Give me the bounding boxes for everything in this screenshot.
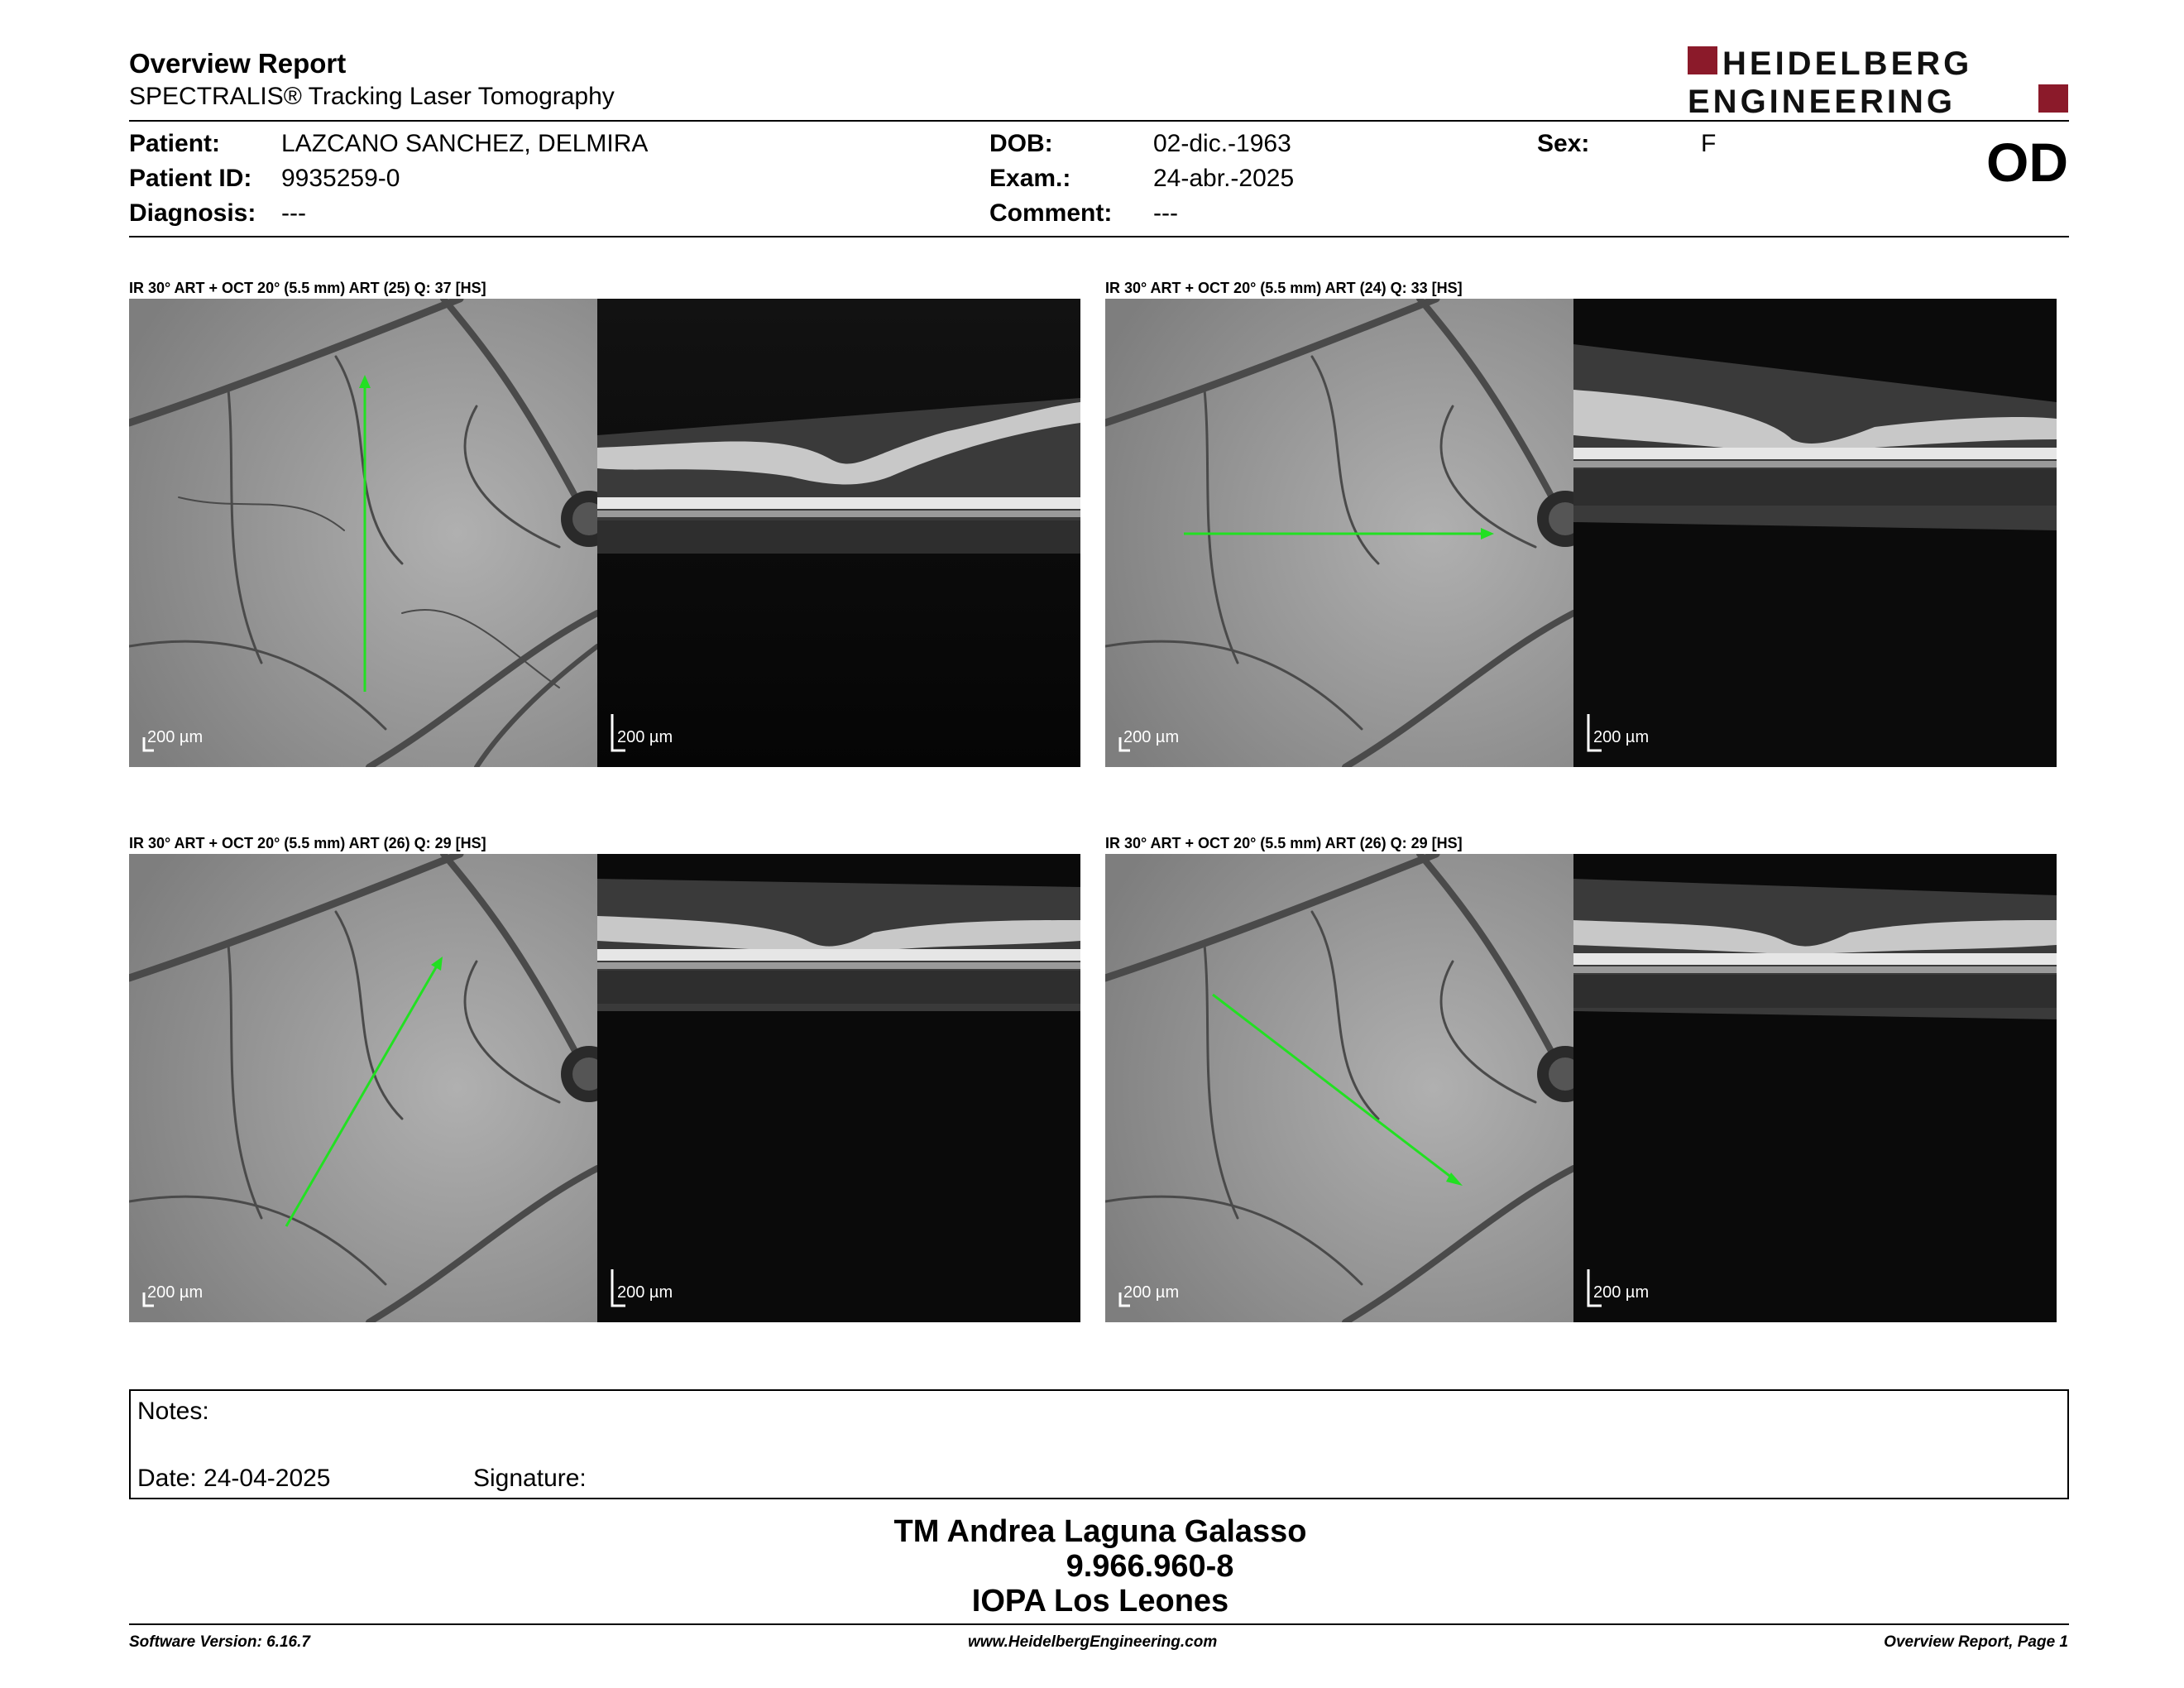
footer-divider xyxy=(129,1623,2069,1625)
report-subtitle: SPECTRALIS® Tracking Laser Tomography xyxy=(129,83,615,110)
scan-panel xyxy=(1105,854,2057,1322)
notes-label: Notes: xyxy=(137,1398,209,1425)
panel-caption: IR 30° ART + OCT 20° (5.5 mm) ART (25) Q: 37 [HS] xyxy=(129,280,486,296)
exam-label: Exam.: xyxy=(989,165,1071,192)
website-link[interactable]: www.HeidelbergEngineering.com xyxy=(968,1633,1218,1651)
patient-id-label: Patient ID: xyxy=(129,165,252,192)
sex-value: F xyxy=(1701,130,1717,157)
comment-value: --- xyxy=(1153,199,1178,227)
panel-caption: IR 30° ART + OCT 20° (5.5 mm) ART (26) Q: 29 [HS] xyxy=(129,835,486,851)
page-number: Overview Report, Page 1 xyxy=(1884,1633,2068,1651)
header-divider xyxy=(129,120,2069,122)
ir-scale-label: 200 µm xyxy=(147,728,204,746)
report-title: Overview Report xyxy=(129,48,347,79)
signer-name: TM Andrea Laguna Galasso xyxy=(893,1514,1307,1549)
diagnosis-value: --- xyxy=(281,199,306,227)
ir-scale-label: 200 µm xyxy=(1123,728,1180,746)
oct-scale-label: 200 µm xyxy=(617,728,673,746)
signer-org: IOPA Los Leones xyxy=(971,1584,1229,1618)
comment-label: Comment: xyxy=(989,199,1113,227)
panel-caption: IR 30° ART + OCT 20° (5.5 mm) ART (26) Q: 29 [HS] xyxy=(1105,835,1463,851)
svg-text:ENGINEERING: ENGINEERING xyxy=(1688,84,1956,116)
oct-scale-label: 200 µm xyxy=(1593,728,1650,746)
panel-caption: IR 30° ART + OCT 20° (5.5 mm) ART (24) Q: 33 [HS] xyxy=(1105,280,1463,296)
svg-text:HEIDELBERG: HEIDELBERG xyxy=(1722,46,1973,82)
patient-label: Patient: xyxy=(129,130,221,157)
eye-indicator: OD xyxy=(1986,132,2068,193)
dob-label: DOB: xyxy=(989,130,1053,157)
signer-id: 9.966.960-8 xyxy=(1066,1549,1234,1584)
dob-value: 02-dic.-1963 xyxy=(1153,130,1291,157)
sex-label: Sex: xyxy=(1537,130,1590,157)
scan-panel xyxy=(1105,299,2057,767)
patient-id: 9935259-0 xyxy=(281,165,400,192)
exam-value: 24-abr.-2025 xyxy=(1153,165,1295,192)
signature-label: Signature: xyxy=(473,1465,587,1492)
scan-image xyxy=(129,299,1080,767)
scan-image xyxy=(1105,299,2057,767)
notes-box xyxy=(129,1389,2069,1499)
scan-panel xyxy=(129,299,1080,767)
patient-divider xyxy=(129,236,2069,237)
diagnosis-label: Diagnosis: xyxy=(129,199,256,227)
oct-scale-label: 200 µm xyxy=(617,1283,673,1302)
oct-scale-label: 200 µm xyxy=(1593,1283,1650,1302)
notes-date: Date: 24-04-2025 xyxy=(137,1465,331,1492)
software-version: Software Version: 6.16.7 xyxy=(129,1633,310,1651)
scan-panel xyxy=(129,854,1080,1322)
heidelberg-logo xyxy=(1688,43,2068,116)
patient-name: LAZCANO SANCHEZ, DELMIRA xyxy=(281,130,649,157)
scan-image xyxy=(1105,854,2057,1322)
ir-scale-label: 200 µm xyxy=(1123,1283,1180,1302)
scan-image xyxy=(129,854,1080,1322)
ir-scale-label: 200 µm xyxy=(147,1283,204,1302)
